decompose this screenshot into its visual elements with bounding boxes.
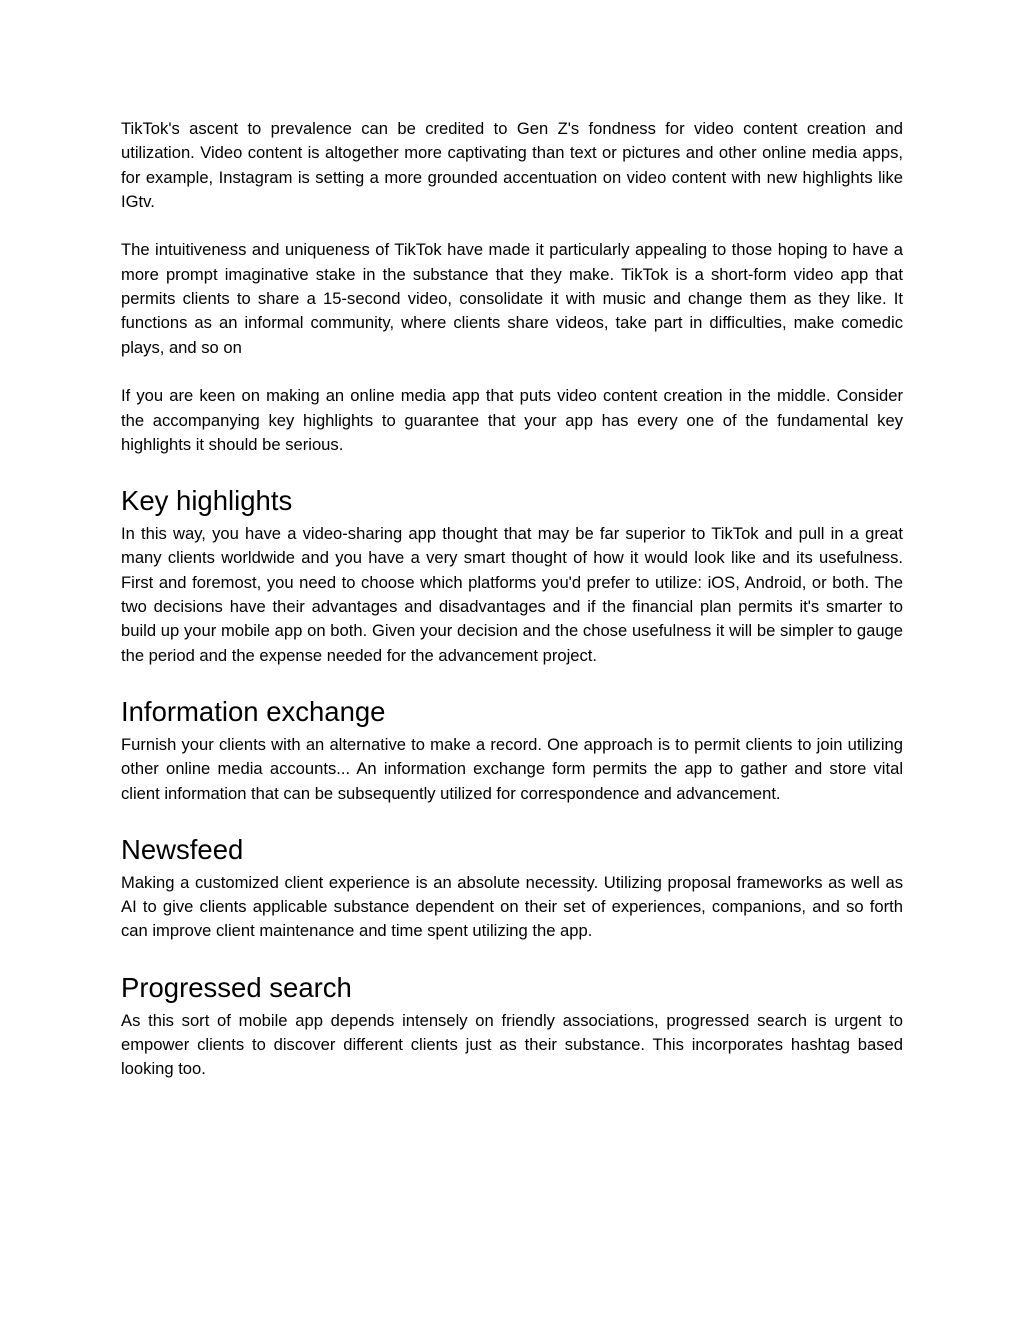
intro-paragraph: TikTok's ascent to prevalence can be credited to Gen Z's fondness for video content creation and utilization. Video content is altogether more captivating than text or pictures and other online media apps, for example, Instagram is setting a more grounded accentuation on video content with new highlights like IGtv. <box>121 119 903 211</box>
section-body: Making a customized client experience is an absolute necessity. Utilizing proposal frameworks as well as AI to give clients applicable substance dependent on their set of experiences, companions, and so forth can improve client maintenance and time spent utilizing the app. <box>121 872 903 941</box>
intro-paragraph: If you are keen on making an online media app that puts video content creation in the middle. Consider the accompanying key highlights to guarantee that your app has every one of the fundamental key highlights it should be serious. <box>121 386 903 454</box>
section-heading: Newsfeed <box>121 833 244 865</box>
section-progressed-search <box>121 971 903 1082</box>
section-heading: Progressed search <box>121 971 352 1003</box>
section-newsfeed <box>121 833 903 944</box>
document-page <box>121 117 903 1109</box>
intro-paragraph: The intuitiveness and uniqueness of TikTok have made it particularly appealing to those hoping to have a more prompt imaginative stake in the substance that they make. TikTok is a short-form video app that permits clients to share a 15-second video, consolidate it with music and change them as they like. It functions as an informal community, where clients share videos, take part in difficulties, make comedic plays, and so on <box>121 240 903 357</box>
section-key-highlights <box>121 484 903 668</box>
intro-block <box>121 117 903 457</box>
section-heading: Information exchange <box>121 695 386 727</box>
section-heading: Key highlights <box>121 485 293 517</box>
section-body: In this way, you have a video-sharing app thought that may be far superior to TikTok and pull in a great many clients worldwide and you have a very smart thought of how it would look like and its usefulness. First and foremost, you need to choose which platforms you'd prefer to utilize: iOS, Android, or both. The two decisions have their advantages and disadvantages and if the financial plan permits it's smarter to build up your mobile app on both. Given your decision and the chose usefulness it will be simpler to gauge the period and the expense needed for the advancement project. <box>121 524 903 665</box>
section-body: As this sort of mobile app depends intensely on friendly associations, progressed search is urgent to empower clients to discover different clients just as their substance. This incorporates hashtag based looking too. <box>121 1010 903 1079</box>
section-information-exchange <box>121 695 903 806</box>
section-body: Furnish your clients with an alternative to make a record. One approach is to permit clients to join utilizing other online media accounts... An information exchange form permits the app to gather and store vital client information that can be subsequently utilized for correspondence and advancement. <box>121 734 903 803</box>
